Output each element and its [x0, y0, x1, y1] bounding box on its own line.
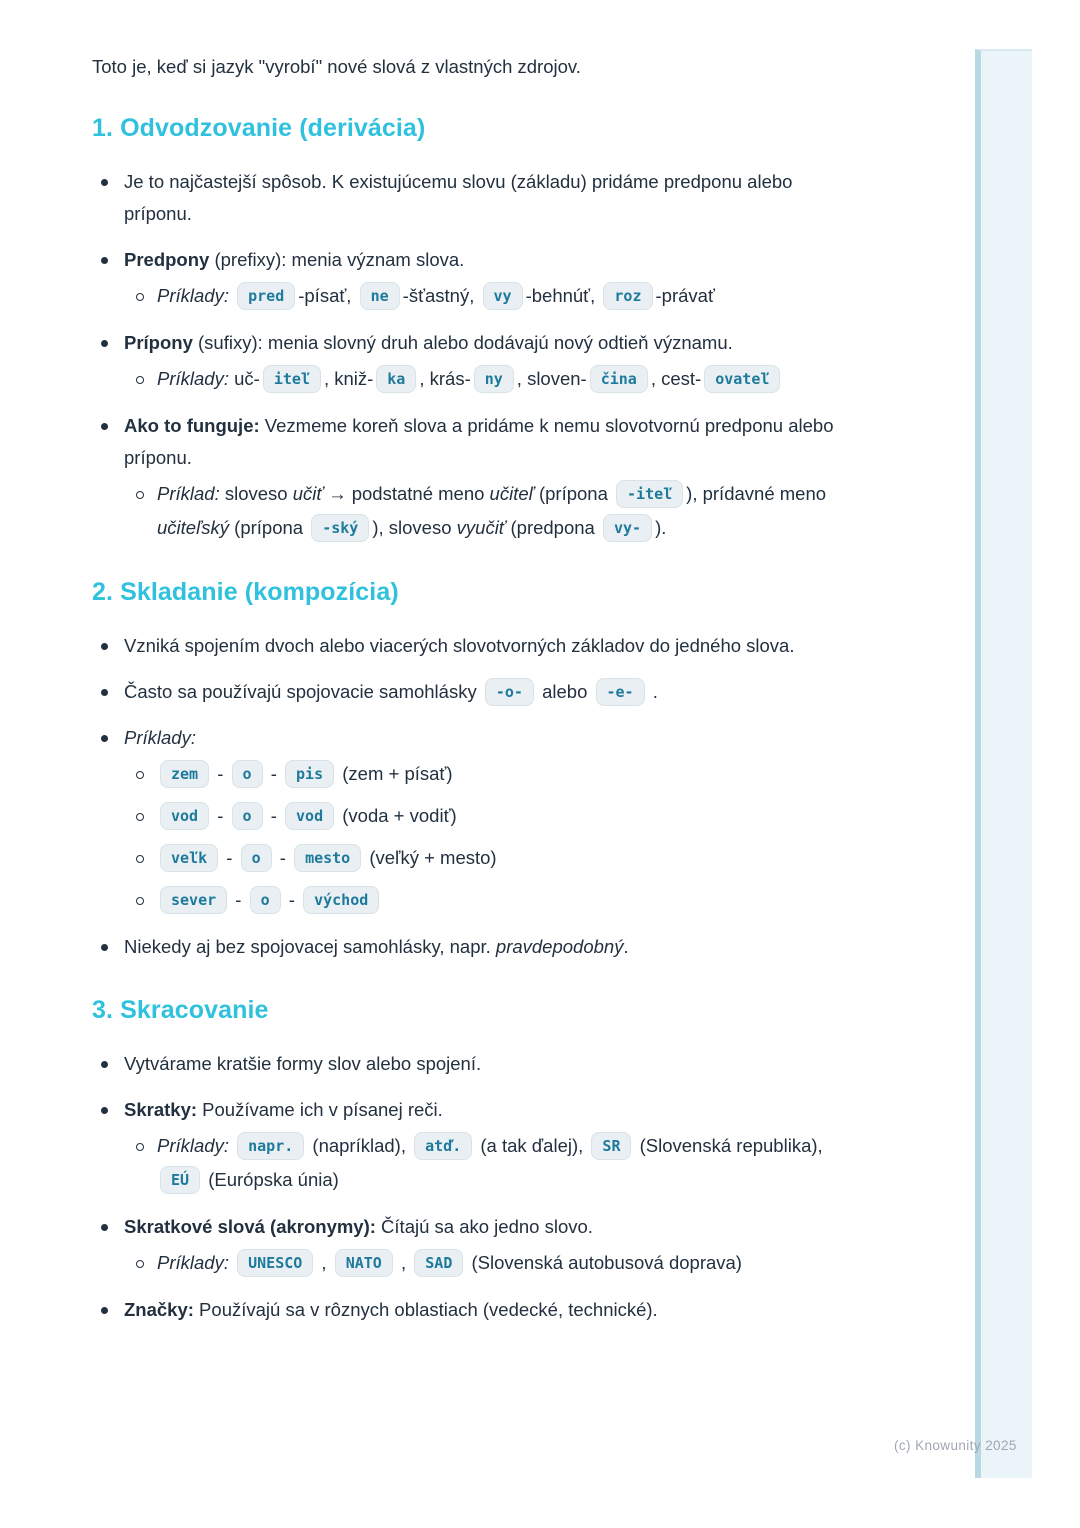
text-segment: Príklady: [157, 368, 235, 389]
text-segment: , sloven- [516, 368, 587, 389]
text-segment: Ako to funguje: [124, 415, 260, 436]
text-segment: , [395, 1252, 412, 1273]
text-segment: - [212, 763, 229, 784]
text-segment: (zem + písať) [337, 763, 453, 784]
text-segment: Prípony [124, 332, 193, 353]
sub-list-item [124, 841, 834, 875]
code-badge: ny [474, 365, 514, 393]
code-badge: o [241, 844, 272, 872]
list-item [92, 166, 834, 230]
copyright-watermark: (c) Knowunity 2025 [894, 1438, 1017, 1453]
code-badge: ovateľ [704, 365, 780, 393]
sub-list-item [124, 883, 834, 917]
code-badge: ka [376, 365, 416, 393]
text-segment: ), prídavné meno [686, 483, 832, 504]
code-badge: vy- [603, 514, 652, 542]
code-badge: -e- [596, 678, 645, 706]
code-badge: -iteľ [616, 480, 683, 508]
code-badge: ne [360, 282, 400, 310]
text-segment: (veľký + mesto) [364, 847, 497, 868]
text-segment: Toto je, keď si jazyk "vyrobí" nové slová z vlastných zdrojov. [92, 56, 581, 77]
code-badge: o [232, 802, 263, 830]
text-segment: (a tak ďalej), [475, 1135, 589, 1156]
text-segment: -písať, [298, 285, 357, 306]
text-segment: uč- [234, 368, 260, 389]
list-item [92, 327, 834, 396]
text-segment: (napríklad), [307, 1135, 412, 1156]
code-badge: o [232, 760, 263, 788]
sub-bullet-list [124, 477, 834, 545]
text-segment: Príklady: [157, 1135, 235, 1156]
sub-bullet-list [124, 1246, 834, 1280]
text-segment: - [283, 889, 301, 910]
text-segment: - [212, 805, 229, 826]
text-segment: Príklad: [157, 483, 220, 504]
text-segment: Značky: [124, 1299, 194, 1320]
code-badge: pis [285, 760, 334, 788]
code-badge: čina [590, 365, 648, 393]
sub-list-item [124, 477, 834, 545]
text-segment: (sufixy): menia slovný druh alebo dodávajú nový odtieň významu. [192, 332, 733, 353]
code-badge: vod [285, 802, 334, 830]
text-segment: . [647, 681, 658, 702]
text-segment: Príklady: [157, 1252, 235, 1273]
list-item [92, 1094, 834, 1197]
list-item [92, 1211, 834, 1280]
list-item [92, 410, 839, 545]
code-badge: SR [591, 1132, 631, 1160]
list-item [92, 931, 834, 963]
page-edge-bar [975, 49, 1032, 1478]
list-item [92, 722, 834, 917]
text-segment: -behnúť, [525, 285, 601, 306]
text-segment: ), sloveso [372, 517, 457, 538]
document-body [92, 53, 839, 1340]
text-segment: Príklady: [124, 727, 196, 748]
text-segment: alebo [536, 681, 593, 702]
text-segment: (prípona [533, 483, 614, 504]
section [92, 577, 834, 963]
text-segment: (predpona [505, 517, 600, 538]
text-segment: Čítajú sa ako jedno slovo. [375, 1216, 593, 1237]
text-segment: - [265, 805, 283, 826]
bullet-list [92, 1048, 834, 1326]
text-segment: učiteľský [157, 517, 230, 538]
sub-list-item [124, 362, 834, 396]
bullet-list [92, 166, 839, 545]
bullet-list [92, 630, 834, 963]
code-badge: UNESCO [237, 1249, 313, 1277]
text-segment: Niekedy aj bez spojovacej samohlásky, napr. [124, 936, 496, 957]
code-badge: zem [160, 760, 209, 788]
section [92, 113, 839, 545]
text-segment: Často sa používajú spojovacie samohlásky [124, 681, 482, 702]
text-segment: - [221, 847, 238, 868]
sub-bullet-list [124, 1129, 834, 1197]
text-segment: vyučiť [456, 517, 506, 538]
sections-container [92, 113, 839, 1326]
list-item [92, 676, 834, 708]
list-item [92, 1294, 834, 1326]
text-segment: (prípona [229, 517, 309, 538]
text-segment: (prefixy): menia význam slova. [209, 249, 465, 270]
text-segment: -právať [655, 285, 715, 306]
code-badge: SAD [414, 1249, 463, 1277]
text-segment: Skratky: [124, 1099, 198, 1120]
code-badge: pred [237, 282, 295, 310]
code-badge: vod [160, 802, 209, 830]
text-segment: Predpony [124, 249, 210, 270]
code-badge: o [250, 886, 281, 914]
text-segment: - [265, 763, 283, 784]
sub-list-item [124, 799, 834, 833]
text-segment: učiť [292, 483, 323, 504]
section-title: 1. Odvodzovanie (derivácia) [92, 114, 426, 142]
code-badge: vy [483, 282, 523, 310]
text-segment: Skratkové slová (akronymy): [124, 1216, 376, 1237]
text-segment: - [230, 889, 247, 910]
text-segment: Používame ich v písanej reči. [197, 1099, 443, 1120]
code-badge: mesto [294, 844, 361, 872]
code-badge: napr. [237, 1132, 304, 1160]
text-segment: učiteľ [489, 483, 534, 504]
list-item [92, 1048, 834, 1080]
sub-list-item [124, 1129, 834, 1197]
code-badge: iteľ [263, 365, 321, 393]
text-segment: ). [655, 517, 667, 538]
code-badge: -ský [311, 514, 369, 542]
code-badge: atď. [414, 1132, 472, 1160]
code-badge: roz [603, 282, 652, 310]
sub-list-item [124, 757, 834, 791]
sub-bullet-list [124, 279, 834, 313]
intro-paragraph [92, 53, 834, 81]
text-segment: sloveso [219, 483, 293, 504]
text-segment: -šťastný, [402, 285, 480, 306]
list-item [92, 630, 834, 662]
text-segment: (Slovenská autobusová doprava) [466, 1252, 742, 1273]
text-segment: Vytvárame kratšie formy slov alebo spojení. [124, 1053, 482, 1074]
sub-bullet-list [124, 362, 834, 396]
text-segment: Používajú sa v rôznych oblastiach (vedecké, technické). [193, 1299, 658, 1320]
text-segment: pravdepodobný [495, 936, 624, 957]
code-badge: východ [303, 886, 379, 914]
code-badge: veľk [160, 844, 218, 872]
sub-list-item [124, 279, 834, 313]
text-segment: Je to najčastejší spôsob. K existujúcemu slovu (základu) pridáme predponu alebo príponu. [124, 171, 798, 224]
section-title: 3. Skracovanie [92, 996, 269, 1024]
sub-bullet-list [124, 757, 834, 917]
text-segment: , [316, 1252, 332, 1273]
code-badge: EÚ [160, 1166, 200, 1194]
text-segment: , cest- [650, 368, 702, 389]
code-badge: NATO [335, 1249, 393, 1277]
text-segment: → podstatné meno [322, 483, 490, 504]
text-segment: , krás- [419, 368, 471, 389]
text-segment: (Európska únia) [203, 1169, 339, 1190]
text-segment: - [274, 847, 292, 868]
sub-list-item [124, 1246, 834, 1280]
text-segment: (Slovenská republika), [634, 1135, 828, 1156]
section-title: 2. Skladanie (kompozícia) [92, 578, 399, 606]
text-segment: (voda + vodiť) [337, 805, 457, 826]
text-segment: Vezmeme koreň slova a pridáme k nemu slovotvornú predponu alebo príponu. [124, 415, 839, 468]
list-item [92, 244, 834, 313]
text-segment: Vzniká spojením dvoch alebo viacerých slovotvorných základov do jedného slova. [124, 635, 795, 656]
text-segment: . [623, 936, 629, 957]
text-segment: , kniž- [323, 368, 374, 389]
section [92, 995, 834, 1326]
code-badge: sever [160, 886, 227, 914]
code-badge: -o- [485, 678, 534, 706]
text-segment: Príklady: [157, 285, 235, 306]
